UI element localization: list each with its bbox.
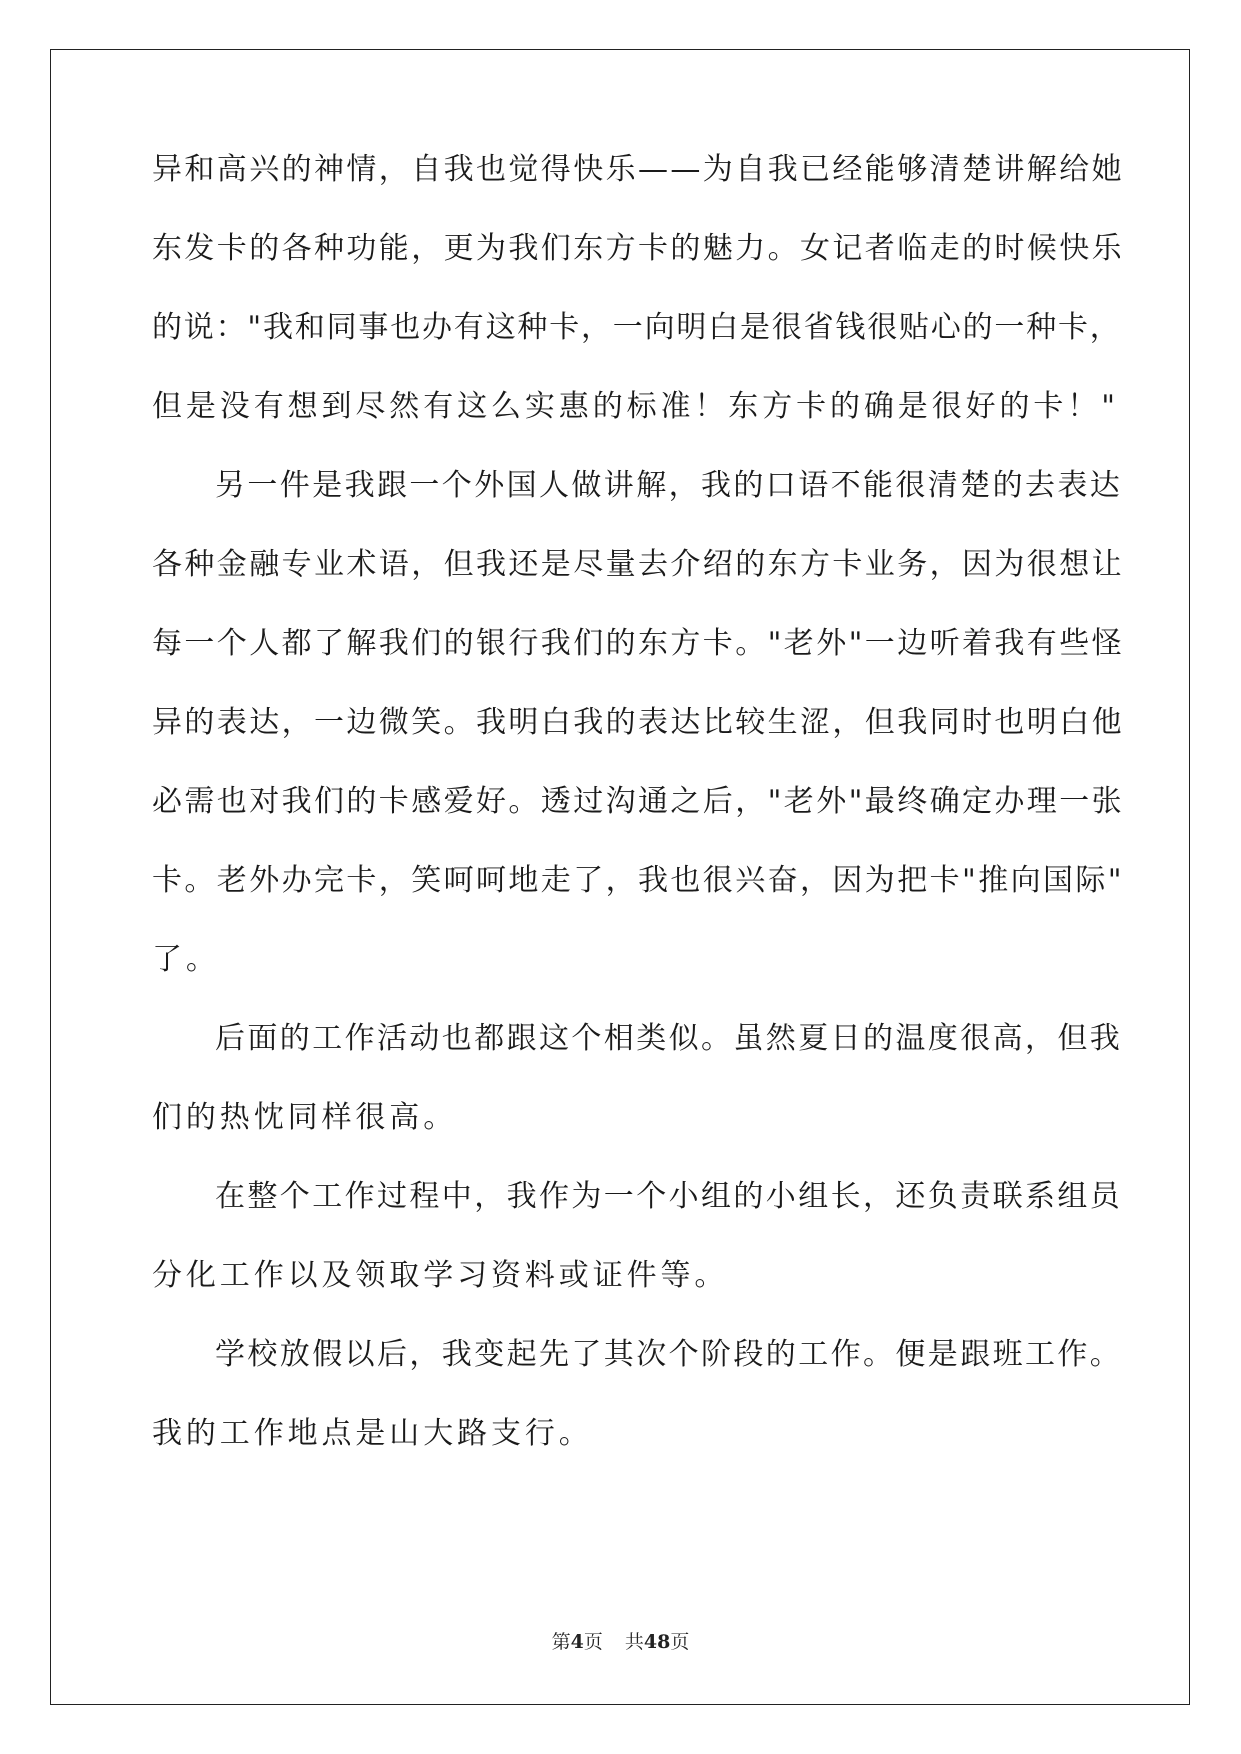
total-pages: 48 bbox=[643, 1631, 671, 1653]
page-suffix: 页 bbox=[583, 1631, 603, 1653]
paragraph-first-line: 在整个工作过程中，我作为一个小组的小组长，还负责联系组员 bbox=[215, 1179, 1123, 1214]
text-line: 东发卡的各种功能，更为我们东方卡的魅力。女记者临走的时候快乐 bbox=[152, 231, 1124, 266]
text-line: 们的热忱同样很高。 bbox=[152, 1100, 458, 1135]
text-line: 但是没有想到尽然有这么实惠的标准！东方卡的确是很好的卡！" bbox=[152, 389, 1119, 424]
text-line: 每一个人都了解我们的银行我们的东方卡。"老外"一边听着我有些怪 bbox=[152, 626, 1124, 661]
page-footer bbox=[0, 1630, 1241, 1654]
paragraph-first-line: 另一件是我跟一个外国人做讲解，我的口语不能很清楚的去表达 bbox=[215, 468, 1123, 503]
text-line: 各种金融专业术语，但我还是尽量去介绍的东方卡业务，因为很想让 bbox=[152, 547, 1124, 582]
text-line: 分化工作以及领取学习资料或证件等。 bbox=[152, 1258, 729, 1293]
text-line: 异和高兴的神情，自我也觉得快乐——为自我已经能够清楚讲解给她 bbox=[152, 152, 1124, 187]
total-suffix: 页 bbox=[670, 1631, 690, 1653]
total-prefix: 共 bbox=[624, 1631, 644, 1653]
paragraph-first-line: 学校放假以后，我变起先了其次个阶段的工作。便是跟班工作。 bbox=[215, 1337, 1123, 1372]
page-number: 4 bbox=[570, 1631, 584, 1653]
text-line: 必需也对我们的卡感爱好。透过沟通之后，"老外"最终确定办理一张 bbox=[152, 784, 1124, 819]
page-prefix: 第 bbox=[551, 1631, 571, 1653]
paragraph-first-line: 后面的工作活动也都跟这个相类似。虽然夏日的温度很高，但我 bbox=[215, 1021, 1123, 1056]
text-line: 我的工作地点是山大路支行。 bbox=[152, 1416, 593, 1451]
text-line: 异的表达，一边微笑。我明白我的表达比较生涩，但我同时也明白他 bbox=[152, 705, 1124, 740]
text-line: 了。 bbox=[152, 942, 220, 977]
text-line: 的说："我和同事也办有这种卡，一向明白是很省钱很贴心的一种卡， bbox=[152, 310, 1122, 345]
text-line: 卡。老外办完卡，笑呵呵地走了，我也很兴奋，因为把卡"推向国际" bbox=[152, 863, 1124, 898]
